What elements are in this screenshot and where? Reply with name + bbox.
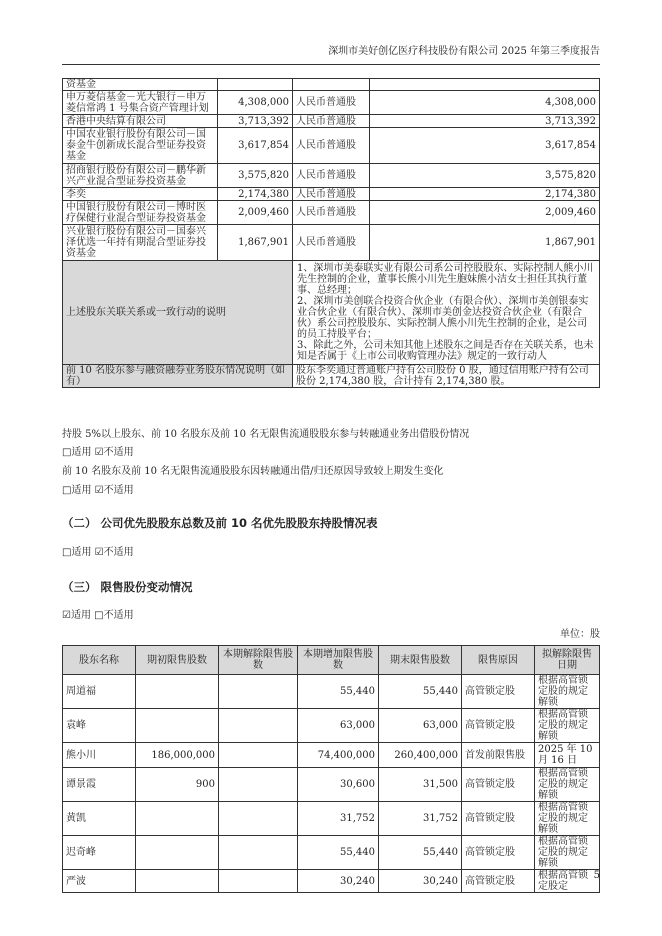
table-cell [219,802,298,836]
section-preferred-title: （二） 公司优先股股东总数及前 10 名优先股股东持股情况表 [62,516,378,530]
share-amount: 1,867,901 [370,225,600,261]
table-cell: 周道福 [63,675,136,709]
table-cell: 根据高管锁定股的规定解锁 [535,675,600,709]
page-header: 深圳市美好创亿医疗科技股份有限公司 2025 年第三季度报告 [328,46,600,57]
table-cell: 30,600 [298,768,379,802]
share-type: 人民币普通股 [293,115,370,128]
top10-table-body [63,79,600,388]
shares-held: 4,308,000 [218,91,293,115]
table-cell [219,836,298,870]
table-cell [136,802,219,836]
table-cell: 高管锁定股 [462,802,535,836]
table-cell: 30,240 [298,870,379,893]
note-change: 前 10 名股东及前 10 名无限售流通股股东因转融通出借/归还原因导致较上期发生变化 [62,466,444,477]
table-row [63,870,600,893]
table-cell: 74,400,000 [298,743,379,768]
column-header: 本期增加限售股数 [298,646,379,675]
shareholder-name: 香港中央结算有限公司 [63,115,218,128]
table-cell: 根据高管锁定股的规定解锁 [535,768,600,802]
shareholder-name: 中国农业银行股份有限公司－国泰金牛创新成长混合型证券投资基金 [63,128,218,164]
share-amount: 4,308,000 [370,91,600,115]
margin-description: 股东李奕通过普通账户持有公司股份 0 股，通过信用账户持有公司股份 2,174,380 股，合计持有 2,174,380 股。 [293,365,600,388]
table-row [63,128,600,164]
table-cell: 63,000 [379,709,462,743]
note-lending-check: □适用 ☑不适用 [62,447,134,458]
table-cell: 迟奇峰 [63,836,136,870]
relation-row [63,261,600,365]
table-cell: 30,240 [379,870,462,893]
table-cell: 63,000 [298,709,379,743]
column-header: 期初限售股数 [136,646,219,675]
table-cell [219,675,298,709]
section-restricted-check: ☑适用 □不适用 [62,610,134,621]
table-cell: 高管锁定股 [462,709,535,743]
table-cell: 900 [136,768,219,802]
table-cell [136,709,219,743]
shareholder-name: 招商银行股份有限公司－鹏华新兴产业混合型证券投资基金 [63,164,218,188]
table-cell: 55,440 [298,836,379,870]
relation-line: 3、除此之外，公司未知其他上述股东之间是否存在关联关系，也未知是否属于《上市公司收购管理办法》规定的一致行动人 [297,340,594,362]
top10-shareholders-table [62,78,600,388]
shareholder-name: 申万菱信基金－光大银行－申万菱信常鸿 1 号集合资产管理计划 [63,91,218,115]
table-cell: 55,440 [379,675,462,709]
shares-held [218,79,293,91]
table-cell [136,675,219,709]
column-header: 股东名称 [63,646,136,675]
shareholder-name: 李奕 [63,188,218,201]
table-cell: 熊小川 [63,743,136,768]
share-type: 人民币普通股 [293,164,370,188]
relation-line: 1、深圳市美泰联实业有限公司系公司控股股东、实际控制人熊小川先生控制的企业，董事长熊小川先生胞妹熊小洁女士担任其执行董事、总经理； [297,263,594,296]
relation-label: 上述股东关联关系或一致行动的说明 [63,261,293,365]
table-cell: 根据高管锁定股定 [535,870,600,893]
table-cell: 根据高管锁定股的规定解锁 [535,802,600,836]
table-row [63,164,600,188]
share-amount: 2,174,380 [370,188,600,201]
table-cell: 31,752 [298,802,379,836]
note-lending: 持股 5%以上股东、前 10 名股东及前 10 名无限售流通股股东参与转融通业务出借股份情况 [62,429,470,440]
margin-label: 前 10 名股东参与融资融券业务股东情况说明（如有） [63,365,293,388]
table-row [63,675,600,709]
share-amount: 2,009,460 [370,201,600,225]
column-header: 限售原因 [462,646,535,675]
table-row [63,188,600,201]
table-row [63,115,600,128]
section-preferred-check: □适用 ☑不适用 [62,547,134,558]
relation-description [293,261,600,365]
share-type: 人民币普通股 [293,201,370,225]
table-row [63,743,600,768]
table-cell: 袁峰 [63,709,136,743]
column-header: 拟解除限售日期 [535,646,600,675]
table-cell: 根据高管锁定股的规定解锁 [535,836,600,870]
table-cell: 高管锁定股 [462,675,535,709]
table-cell: 31,752 [379,802,462,836]
shareholder-name: 资基金 [63,79,218,91]
table-cell: 55,440 [298,675,379,709]
table-cell: 260,400,000 [379,743,462,768]
shareholder-name: 中国银行股份有限公司－博时医疗保健行业混合型证券投资基金 [63,201,218,225]
table-row [63,91,600,115]
shares-held: 2,009,460 [218,201,293,225]
table-row [63,709,600,743]
share-type: 人民币普通股 [293,225,370,261]
table-cell: 高管锁定股 [462,768,535,802]
share-type [293,79,370,91]
table-cell: 55,440 [379,836,462,870]
table-cell: 2025 年 10 月 16 日 [535,743,600,768]
share-type: 人民币普通股 [293,188,370,201]
table-cell: 31,500 [379,768,462,802]
table-row [63,201,600,225]
shares-held: 3,617,854 [218,128,293,164]
share-type: 人民币普通股 [293,128,370,164]
restricted-shares-table [62,645,600,893]
column-header: 本期解除限售股数 [219,646,298,675]
share-amount: 3,575,820 [370,164,600,188]
unit-label: 单位：股 [560,629,600,640]
table-cell [219,709,298,743]
table-row [63,79,600,91]
page-number: 5 [593,870,600,881]
shares-held: 3,575,820 [218,164,293,188]
table-cell: 186,000,000 [136,743,219,768]
share-amount: 3,713,392 [370,115,600,128]
table-cell: 谭景霞 [63,768,136,802]
table-row [63,802,600,836]
header-rule [62,64,600,65]
table-cell [136,870,219,893]
shares-held: 3,713,392 [218,115,293,128]
table-cell: 首发前限售股 [462,743,535,768]
note-change-check: □适用 ☑不适用 [62,485,134,496]
table-cell: 黄凯 [63,802,136,836]
table-cell: 高管锁定股 [462,836,535,870]
share-type: 人民币普通股 [293,91,370,115]
table-cell [219,768,298,802]
table-row [63,768,600,802]
table-cell [219,870,298,893]
table-row [63,836,600,870]
restricted-table-header [63,646,600,675]
share-amount [370,79,600,91]
margin-row [63,365,600,388]
section-restricted-title: （三） 限售股份变动情况 [62,580,193,594]
table-cell: 高管锁定股 [462,870,535,893]
column-header: 期末限售股数 [379,646,462,675]
table-cell: 严波 [63,870,136,893]
shareholder-name: 兴业银行股份有限公司－国泰兴泽优选一年持有期混合型证券投资基金 [63,225,218,261]
share-amount: 3,617,854 [370,128,600,164]
shares-held: 1,867,901 [218,225,293,261]
table-cell [136,836,219,870]
table-row [63,225,600,261]
restricted-table-body [63,675,600,893]
shares-held: 2,174,380 [218,188,293,201]
relation-line: 2、深圳市美创联合投资合伙企业（有限合伙）、深圳市美创银泰实业合伙企业（有限合伙）、深圳市美创金达投资合伙企业（有限合伙）系公司控股股东、实际控制人熊小川先生控制的企业，是公司的员工持股平台； [297,296,589,340]
table-cell [219,743,298,768]
table-cell: 根据高管锁定股的规定解锁 [535,709,600,743]
